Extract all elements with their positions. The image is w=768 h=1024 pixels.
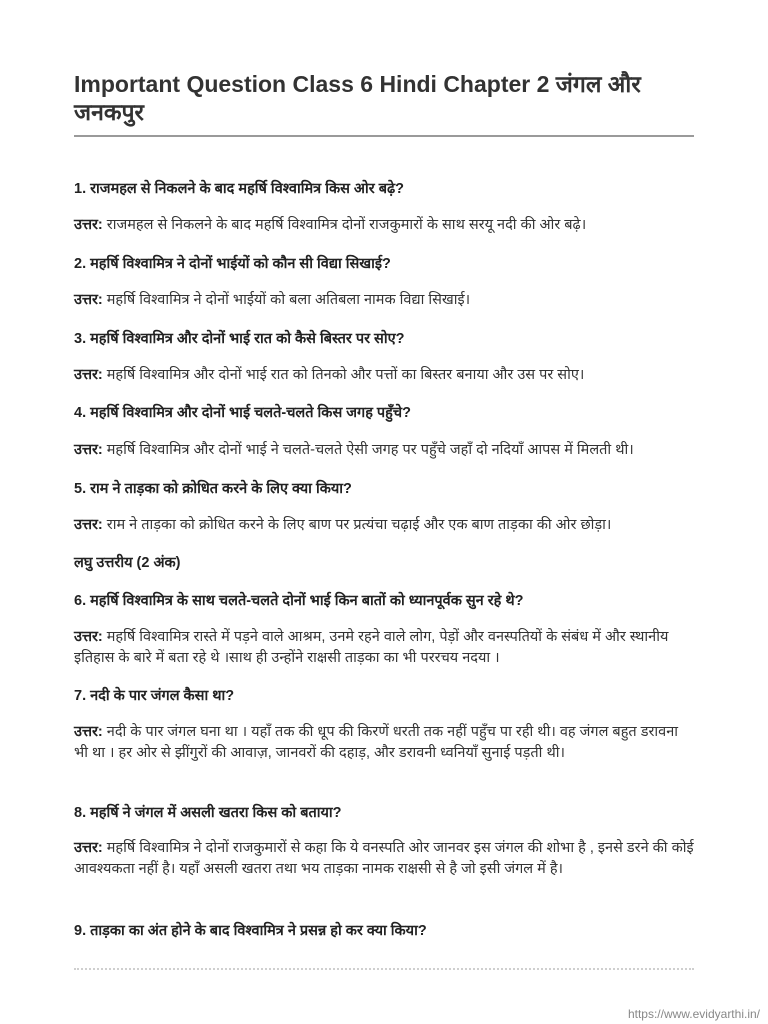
answer-2 xyxy=(74,290,694,311)
answer-label: उत्तर: xyxy=(74,217,103,233)
answer-7 xyxy=(74,722,694,764)
answer-label: उत्तर: xyxy=(74,724,103,740)
answer-text: नदी के पार जंगल घना था । यहाँ तक की धूप की किरणें धरती तक नहीं पहुँच पा रही थी। वह जंगल बहुत डरावना भी था । हर ओर से झींगुरों की आवाज़, जानवरों की दहाड़, और डरावनी ध्वनियाँ सुनाई पड़ती थी। xyxy=(74,724,679,761)
section-heading-block xyxy=(74,552,694,574)
qa-item-3 xyxy=(74,328,694,350)
answer-6 xyxy=(74,627,694,669)
answer-4 xyxy=(74,440,694,461)
answer-text: महर्षि विश्वामित्र ने दोनों राजकुमारों से कहा कि ये वनस्पति ओर जानवर इस जंगल की शोभा है , इनसे डरने की कोई आवश्यकता नहीं है। यहाँ असली खतरा तथा भय ताड़का नामक राक्षसी से है जो इसी जंगल में है। xyxy=(74,840,694,877)
qa-item-7 xyxy=(74,685,694,707)
qa-item-8 xyxy=(74,802,694,824)
question-text: 6. महर्षि विश्वामित्र के साथ चलते-चलते दोनों भाई किन बातों को ध्यानपूर्वक सुन रहे थे? xyxy=(74,593,524,609)
question-text: 4. महर्षि विश्वामित्र और दोनों भाई चलते-चलते किस जगह पहुँचे? xyxy=(74,405,411,421)
answer-label: उत्तर: xyxy=(74,367,103,383)
title-divider xyxy=(74,135,694,137)
qa-item-5 xyxy=(74,478,694,500)
answer-text: महर्षि विश्वामित्र और दोनों भाई ने चलते-चलते ऐसी जगह पर पहुँचे जहाँ दो नदियाँ आपस में मिलती थी। xyxy=(106,442,634,458)
qa-item-6 xyxy=(74,590,694,612)
qa-item-9 xyxy=(74,920,694,942)
question-text: 5. राम ने ताड़का को क्रोधित करने के लिए क्या किया? xyxy=(74,481,352,497)
qa-item-4 xyxy=(74,402,694,424)
answer-3 xyxy=(74,365,694,386)
answer-label: उत्तर: xyxy=(74,292,103,308)
question-text: 3. महर्षि विश्वामित्र और दोनों भाई रात को कैसे बिस्तर पर सोए? xyxy=(74,331,405,347)
answer-8 xyxy=(74,838,694,880)
answer-label: उत्तर: xyxy=(74,840,103,856)
answer-label: उत्तर: xyxy=(74,629,103,645)
question-text: 7. नदी के पार जंगल कैसा था? xyxy=(74,688,235,704)
page-title: Important Question Class 6 Hindi Chapter 2 जंगल और जनकपुर xyxy=(74,71,641,125)
question-text: 8. महर्षि ने जंगल में असली खतरा किस को बताया? xyxy=(74,805,342,821)
qa-item-2 xyxy=(74,253,694,275)
answer-text: महर्षि विश्वामित्र रास्ते में पड़ने वाले आश्रम, उनमे रहने वाले लोग, पेड़ों और वनस्पतियों के संबंध में और स्थानीय इतिहास के बारे में बता रहे थे ।साथ ही उन्होंने राक्षसी ताड़का का भी पररचय नदया । xyxy=(74,629,669,666)
question-text: 1. राजमहल से निकलने के बाद महर्षि विश्वामित्र किस ओर बढ़े? xyxy=(74,181,405,197)
answer-text: महर्षि विश्वामित्र और दोनों भाई रात को तिनको और पत्तों का बिस्तर बनाया और उस पर सोए। xyxy=(106,367,585,383)
answer-text: राजमहल से निकलने के बाद महर्षि विश्वामित्र दोनों राजकुमारों के साथ सरयू नदी की ओर बढ़े। xyxy=(106,217,587,233)
answer-label: उत्तर: xyxy=(74,517,103,533)
footer-url[interactable]: https://www.evidyarthi.in/ xyxy=(627,1007,760,1021)
answer-5 xyxy=(74,515,694,536)
answer-label: उत्तर: xyxy=(74,442,103,458)
answer-text: राम ने ताड़का को क्रोधित करने के लिए बाण पर प्रत्यंचा चढ़ाई और एक बाण ताड़का की ओर छोड़ा। xyxy=(106,517,612,533)
answer-1 xyxy=(74,215,694,236)
cut-off-text-line xyxy=(74,968,694,980)
question-text: 9. ताड़का का अंत होने के बाद विश्वामित्र ने प्रसन्न हो कर क्या किया? xyxy=(74,923,427,939)
answer-text: महर्षि विश्वामित्र ने दोनों भाईयों को बला अतिबला नामक विद्या सिखाई। xyxy=(106,292,471,308)
qa-item-1 xyxy=(74,178,694,200)
section-heading: लघु उत्तरीय (2 अंक) xyxy=(74,555,181,571)
question-text: 2. महर्षि विश्वामित्र ने दोनों भाईयों को कौन सी विद्या सिखाई? xyxy=(74,256,391,272)
